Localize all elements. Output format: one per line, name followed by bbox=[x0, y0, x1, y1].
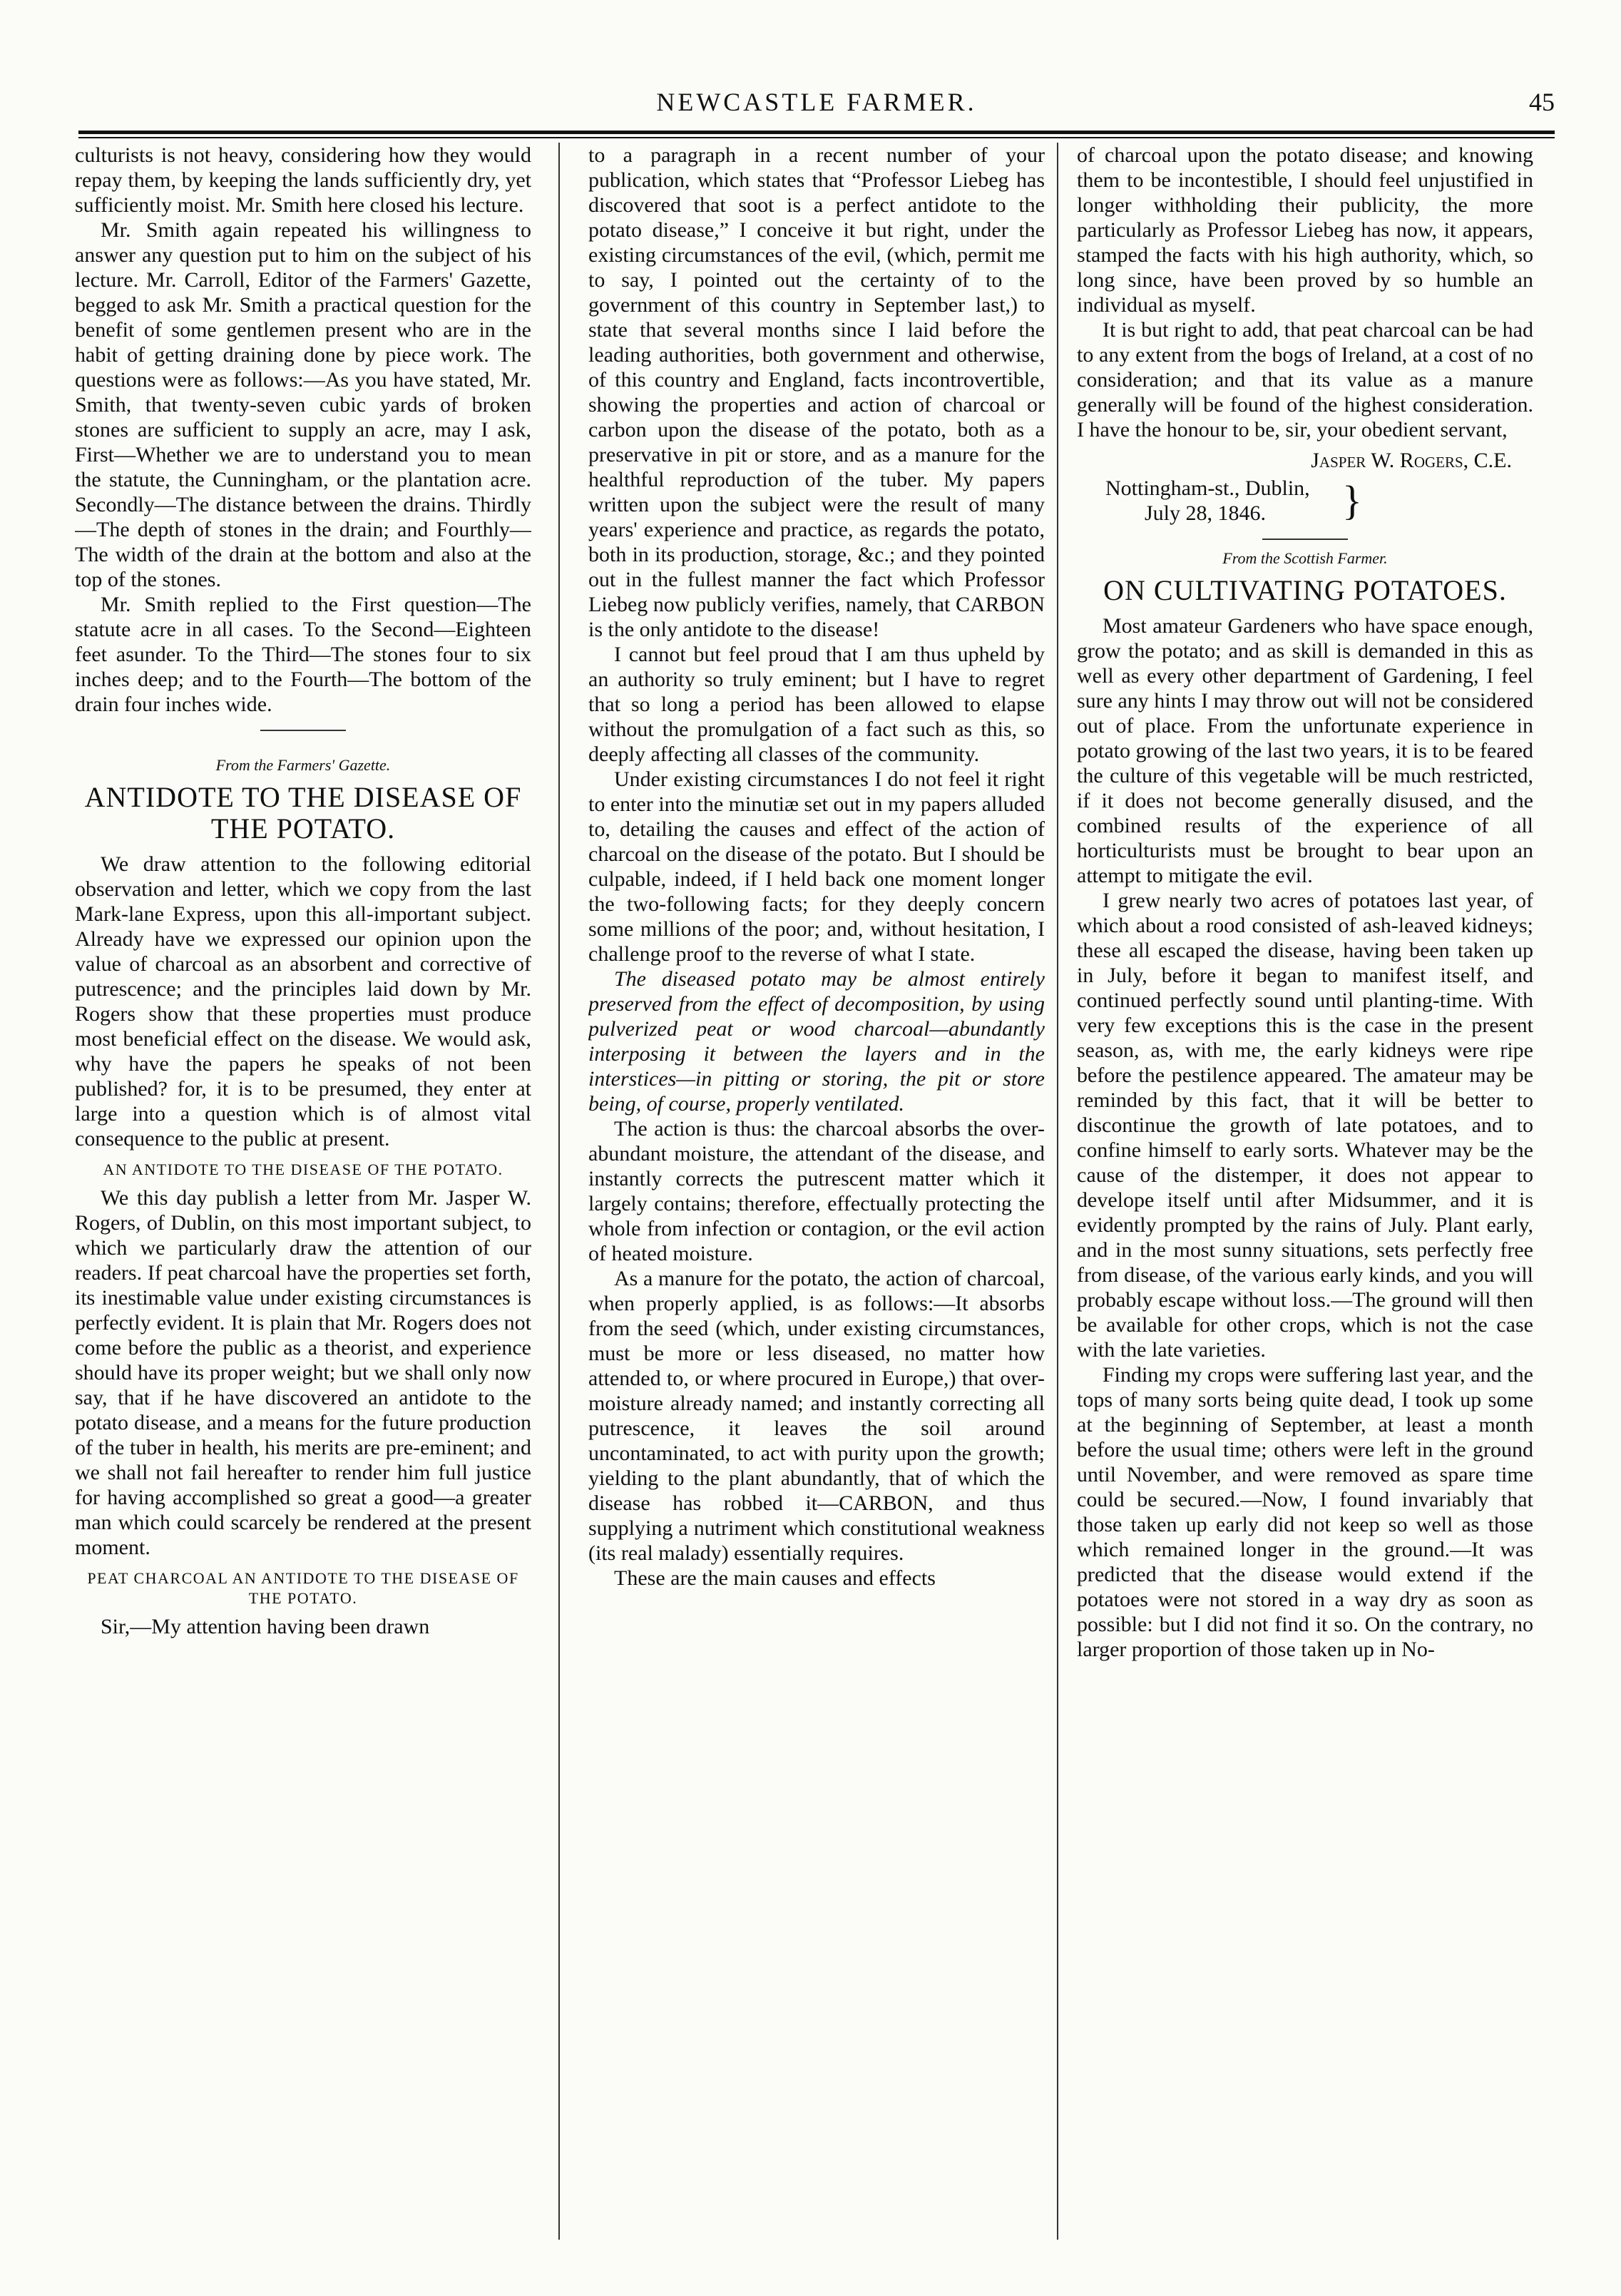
letter-paragraph: to a paragraph in a recent number of your publication, which states that “Professor Liebeg has discovered that soot is a perfect antidote to the potato disease,” I conceive it but right, under the existing circumstances of the evil, (which, permit me to say, I pointed out the certainty of to the government of this country in September last,) to state that several months since I laid before the leading authorities, both government and otherwise, of this country and England, facts incontrovertible, showing the properties and action of charcoal or carbon upon the disease of the potato, both as a preservative in pit or store, and as a manure for the healthful reproduction of the tuber. My papers written upon the subject were the result of many years' experience and practice, as regards the potato, both in its production, storage, &c.; and they pointed out in the fullest manner the fact which Professor Liebeg now publicly verifies, namely, that CARBON is the only antidote to the disease! bbox=[588, 143, 1045, 641]
letter-address bbox=[1105, 476, 1362, 526]
section-divider bbox=[260, 730, 346, 731]
column-divider-1 bbox=[558, 143, 560, 2240]
article-subheading: PEAT CHARCOAL AN ANTIDOTE TO THE DISEASE OF THE POTATO. bbox=[87, 1569, 519, 1607]
column-3 bbox=[1077, 143, 1533, 2240]
article-headline: ON CULTIVATING POTATOES. bbox=[1103, 574, 1507, 606]
section-divider bbox=[1262, 539, 1348, 540]
article-headline: ANTIDOTE TO THE DISEASE OF THE POTATO. bbox=[84, 781, 522, 845]
article-subheading: AN ANTIDOTE TO THE DISEASE OF THE POTATO. bbox=[103, 1160, 503, 1178]
letter-paragraph: These are the main causes and effects bbox=[614, 1566, 936, 1590]
column-divider-2 bbox=[1057, 143, 1058, 2240]
article-paragraph: Mr. Smith again repeated his willingness to answer any question put to him on the subject of his lecture. Mr. Carroll, Editor of the Farmers' Gazette, begged to ask Mr. Smith a practical question for the benefit of some gentlemen present who are in the habit of getting draining done by piece work. The questions were as follows:—As you have stated, Mr. Smith, that twenty-seven cubic yards of broken stones are sufficient to supply an acre, may I ask, First—Whether we are to understand you to mean the statute, the Cunningham, or the plantation acre. Secondly—The distance between the drains. Thirdly—The depth of stones in the drain; and Fourthly—The width of the drain at the bottom and also at the top of the stones. bbox=[75, 218, 531, 591]
article-paragraph: I grew nearly two acres of potatoes last year, of which about a rood consisted of ash-leaved kidneys; these all escaped the disease, having been taken up in July, before it began to manifest itself, and continued perfectly sound until planting-time. With very few exceptions this is the case in the present season, as, with me, the early kidneys were ripe before the pestilence appeared. The amateur may be reminded by this fact, that it will be better to discontinue the growth of late potatoes, and to confine himself to early sorts. Whatever may be the cause of the distemper, it does not appear to develope itself until after Midsummer, and it is evidently prompted by the rains of July. Plant early, and in the most sunny situations, sets perfectly free from disease, of the various early kinds, and you will probably escape without loss.—The ground will then be available for other crops, which is not the case with the late varieties. bbox=[1077, 889, 1533, 1362]
letter-paragraph: Sir,—My attention having been drawn bbox=[101, 1615, 430, 1638]
article-paragraph: Mr. Smith replied to the First question—The statute acre in all cases. To the Second—Eighteen feet asunder. To the Third—The stones four to six inches deep; and to the Fourth—The bottom of the drain four inches wide. bbox=[75, 593, 531, 716]
address-date: July 28, 1846. bbox=[1145, 501, 1267, 525]
header-rule-thin bbox=[78, 137, 1555, 138]
letter-paragraph: The diseased potato may be almost entirely preserved from the effect of decomposition, by using pulverized peat or wood charcoal—abundantly interposing it between the layers and in the interstices—in pitting or storing, the pit or store being, of course, properly ventilated. bbox=[588, 967, 1045, 1116]
letter-paragraph: I cannot but feel proud that I am thus upheld by an authority so truly eminent; but I have to regret that so long a period has been allowed to elapse without the promulgation of a fact such as this, so deeply affecting all classes of the community. bbox=[588, 643, 1045, 766]
letter-paragraph: As a manure for the potato, the action of charcoal, when properly applied, is as follows:—It absorbs from the seed (which, under existing circumstances, must be more or less diseased, no matter how attended to, or where procured in Europe,) that over-moisture already named; and instantly correcting all putrescence, it leaves the soil around uncontaminated, to act with purity upon the growth; yielding to the plant abundantly, that of which the disease has robbed it—CARBON, and thus supplying a nutriment which constitutional weakness (its real malady) essentially requires. bbox=[588, 1267, 1045, 1565]
article-paragraph: We this day publish a letter from Mr. Jasper W. Rogers, of Dublin, on this most important subject, to which we particularly draw the attention of our readers. If peat charcoal have the properties set forth, its inestimable value under existing circumstances is perfectly evident. It is plain that Mr. Rogers does not come before the public as a theorist, and experience should have its proper weight; but we shall only now say, that if he have discovered an antidote to the potato disease, and a means for the future production of the tuber in health, his merits are pre-eminent; and we shall not fail hereafter to render him full justice for having accomplished so great a good—a greater man which could scarcely be rendered at the present moment. bbox=[75, 1186, 531, 1559]
source-credit: From the Farmers' Gazette. bbox=[215, 756, 391, 774]
page-number: 45 bbox=[1529, 88, 1555, 116]
source-credit: From the Scottish Farmer. bbox=[1222, 549, 1388, 567]
letter-paragraph: It is but right to add, that peat charcoal can be had to any extent from the bogs of Ireland, at a cost of no consideration; and that its value as a manure generally will be found of the highest consideration. I have the honour to be, sir, your obedient servant, bbox=[1077, 318, 1533, 442]
letter-signature: Jasper W. Rogers, C.E. bbox=[1311, 449, 1512, 472]
brace-mark: } bbox=[1342, 477, 1362, 524]
article-paragraph: Finding my crops were suffering last year, and the tops of many sorts being quite dead, I took up some at the beginning of September, at least a month before the usual time; others were left in the ground until November, and were removed as spare time could be secured.—Now, I found invariably that those taken up early did not keep so well as those which remained longer in the ground.—It was predicted that the disease would extend if the potatoes were not stored in a way dry as soon as possible: but I did not find it so. On the contrary, no larger proportion of those taken up in No- bbox=[1077, 1363, 1533, 1661]
letter-paragraph: The action is thus: the charcoal absorbs the over-abundant moisture, the attendant of the disease, and instantly corrects the putrescent matter which it largely contains; therefore, effectually protecting the whole from infection or contagion, or the evil action of heated moisture. bbox=[588, 1117, 1045, 1265]
header-rule-thick bbox=[78, 131, 1555, 134]
article-paragraph: culturists is not heavy, considering how they would repay them, by keeping the lands sufficiently dry, yet sufficiently moist. Mr. Smith here closed his lecture. bbox=[75, 143, 531, 217]
address-line: Nottingham-st., Dublin, bbox=[1105, 476, 1310, 500]
letter-paragraph: of charcoal upon the potato disease; and knowing them to be incontestible, I should feel unjustified in longer withholding their publicity, the more particularly as Professor Liebeg has now, it appears, stamped the facts with his high authority, which, so long since, have been proved by so humble an individual as myself. bbox=[1077, 143, 1533, 317]
article-paragraph: We draw attention to the following editorial observation and letter, which we copy from the last Mark-lane Express, upon this all-important subject. Already have we expressed our opinion upon the value of charcoal as an absorbent and corrective of putrescence; and the principles laid down by Mr. Rogers show that these properties must produce most beneficial effect on the disease. We would ask, why have the papers he speaks of not been published? for, it is to be presumed, they enter at large into a question which is of almost vital consequence to the public at present. bbox=[75, 852, 531, 1150]
page-header bbox=[78, 78, 1555, 128]
letter-paragraph: Under existing circumstances I do not feel it right to enter into the minutiæ set out in my papers alluded to, detailing the causes and effect of the action of charcoal on the disease of the potato. But I should be culpable, indeed, if I held back one moment longer the two-following facts; for they deeply concern some millions of the poor; and, without hesitation, I challenge proof to the reverse of what I state. bbox=[588, 767, 1045, 966]
column-2 bbox=[588, 143, 1045, 2240]
column-1 bbox=[75, 143, 531, 2240]
newspaper-title: NEWCASTLE FARMER. bbox=[656, 88, 977, 116]
article-paragraph: Most amateur Gardeners who have space enough, grow the potato; and as skill is demanded in this as well as every other department of Gardening, I feel sure any hints I may throw out will not be considered out of place. From the unfortunate experience in potato growing of the last two years, it is to be feared the culture of this vegetable will be much restricted, if it does not become generally disused, and the combined results of the experience of all horticulturists must be brought to bear upon an attempt to mitigate the evil. bbox=[1077, 614, 1533, 887]
